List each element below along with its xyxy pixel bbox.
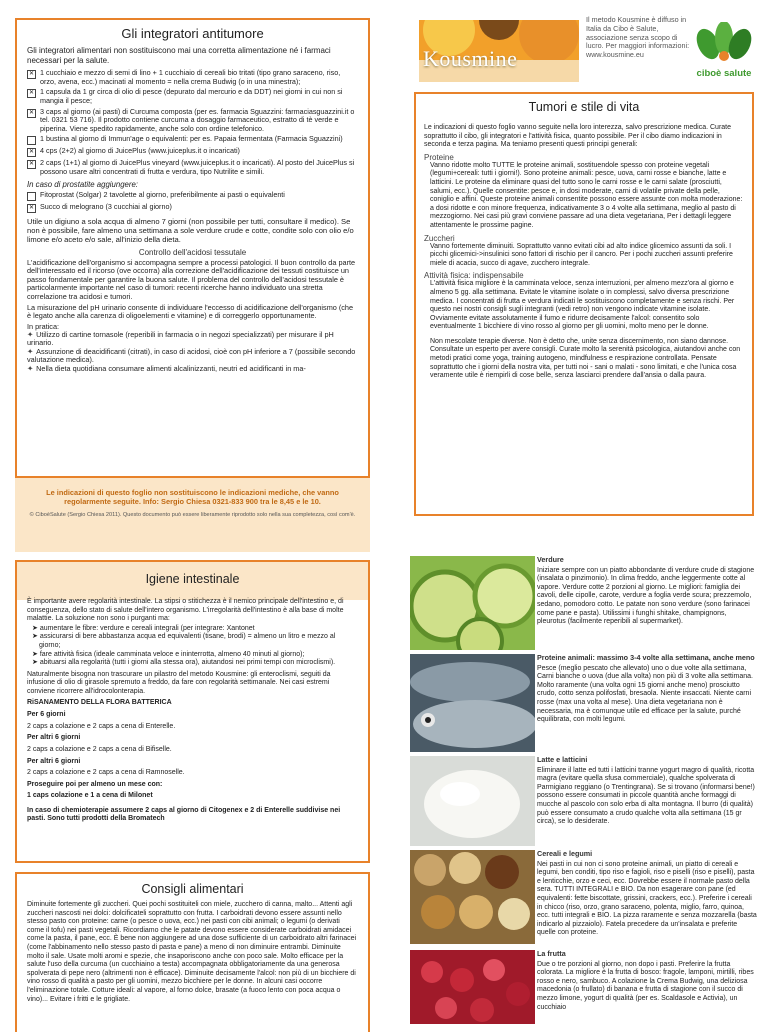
step-head: Per altri 6 giorni [27, 734, 81, 742]
igiene-list-item [31, 633, 358, 650]
checked-box-icon: ✕ [28, 204, 35, 211]
integratori-item-text: 3 caps al giorno (ai pasti) di Curcuma composta (per es. farmacia Sguazzini: farmaciasguazzini.it o tel. 0321 53 716). Il prodotto contiene curcuma a dosaggio farmaceutico, estratto di tè verde e piperina. Viene spedito rapidamente, anche solo con ordine telefonico. [40, 106, 355, 133]
igiene-list-text: abituarsi alla regolarità (tutti i giorni alla stessa ora), aiutandosi nei primi tempi con microclismi). [39, 659, 336, 667]
integratori-item-text: 1 cucchiaio e mezzo di semi di lino + 1 cucchiaio di cereali bio tritati (tipo grano saraceno, riso, orzo, avena, ecc.) macinati al momento = nella crema Budwig (o in una minestra); [40, 68, 341, 86]
verdure-photo [410, 556, 535, 650]
prostatite-item-text: Fitoprostat (Solgar) 2 tavolette al giorno, preferibilmente ai pasti o equivalenti [40, 189, 285, 199]
food-frutta [537, 950, 757, 1024]
chemio-text: In caso di chemioterapie assumere 2 caps al giorno di Citogenex e 2 di Enterelle suddivise nei pasti. Sono tutti prodotti della Bromatech [27, 806, 341, 823]
prostatite-item [27, 191, 358, 201]
proteine-head: Proteine [424, 152, 454, 162]
prosegui-head: Proseguire poi per almeno un mese con: [27, 780, 163, 788]
prostatite-list [27, 191, 358, 213]
step-text: 2 caps a colazione e 2 caps a cena di Ramnoselle. [27, 769, 185, 777]
arrow-bullet-icon: ➤ [32, 633, 40, 641]
integratori-item [27, 159, 358, 176]
igiene-p1: È importante avere regolarità intestinale. La stipsi o stitichezza è il nemico principale dell'intestino e, di conseguenza, dello stato di salute dell'intero organismo. L'irregolarità dell'intestino è alla base di molte malattie. La soluzione non sono i purganti ma: [27, 598, 344, 623]
integratori-intro: Gli integratori alimentari non sostituiscono mai una corretta alimentazione né i farmaci necessari per la salute. [27, 46, 331, 65]
pratica-list [27, 331, 358, 374]
acidosi-p1: L'acidificazione dell'organismo si accompagna sempre a processi patologici. Il buon controllo da parte dell'interessato ed il ricorso (ove occorra) alla correzione dell'acidificazione dei tessuti costituisce un passo fondamentale per garantire la buona salute. Il problema del controllo dell'acidosi tessutale è particolarmente importante nel caso di tumori: recenti ricerche hanno individuato una stretta correlazione tra acidosi e tumori. [27, 257, 356, 301]
step-head: Per 6 giorni [27, 711, 66, 719]
integratori-item-text: 2 caps (1+1) al giorno di JuicePlus vineyard (www.juiceplus.it o incaricati). Al posto del JuicePlus si possono usare altri concentrati di frutta e verdura, tipo Nutrilite e simili. [40, 158, 355, 176]
food-proteine [537, 654, 757, 725]
cereali-photo [410, 850, 535, 944]
step-head: Per altri 6 giorni [27, 757, 81, 765]
igiene-p2: Naturalmente bisogna non trascurare un pilastro del metodo Kousmine: gli enteroclismi, seguiti da infusione di olio di girasole spremuto a freddo, da fare con regolarità settimanale. Nei casi estremi conviene ricorrere all'idrocolonterapia. [27, 670, 331, 695]
tumori-title: Tumori e stile di vita [528, 100, 640, 114]
empty-box-icon [27, 136, 36, 145]
pratica-head: In pratica: [27, 321, 60, 331]
prostatite-item [27, 203, 358, 213]
consigli-title: Consigli alimentari [141, 882, 244, 896]
consigli-text: Diminuite fortemente gli zuccheri. Quei pochi sostituiteli con miele, zucchero di canna, malto... Attenti agli zuccheri nascosti nei dolci: dolcificateli soprattutto con frutta. I carboidrati devono essere assunti nello stesso pasto con proteine: carne (o pesce o uova, ecc.) nei pasti con cibi animali; o legumi (o derivati come il tofu) nei pasti vegetali. Ricordiamo che le patate devono essere considerate carboidrati amidacei come la pasta, il pane, ecc. È bene non aggiungere ad una dose sufficiente di un carboidrato altri farinacei (come l'abbinamento nello stesso pasto di pasta e pane) a meno di non diminuire entrambi. Diminuite molto il sale. Usate molti aromi e spezie, che insaporiscono anche con poco sale. Molto efficace per la salute l'uso della curcuma (un cucchiaino a testa) accompagnata obbligatoriamente da una generosa spolverata di pepe nero (altrimenti non è efficace). Diminuite decisamente l'alcol: non più di un bicchiere di vino rosso di qualità a pasto per gli uomini, mezzo bicchiere per le donne. In alcuni casi occorre l'eliminazione totale. Cotture ideali: al vapore, al forno dolce, brasate (a fuoco lento con poca acqua o vino)... Evitare i fritti e le grigliate. [27, 901, 357, 1003]
flora-head: RiSANAMENTO DELLA FLORA BATTERICA [27, 698, 172, 706]
checked-box-icon: ✕ [28, 90, 35, 97]
integratori-item-text: 1 bustina al giorno di Immun'age o equivalenti: per es. Papaia fermentata (Farmacia Sguazzini) [40, 134, 343, 144]
food-frutta-title: La frutta [537, 950, 566, 958]
prostatite-item-text: Succo di melograno (3 cucchiai al giorno) [40, 201, 172, 211]
igiene-list-item [31, 625, 358, 634]
food-latte [537, 756, 757, 827]
checked-box-icon: ✕ [28, 161, 35, 168]
frutta-photo [410, 950, 535, 1024]
igiene-list-text: aumentare le fibre: verdure e cereali integrali (per integrare: Xantonet [39, 624, 255, 632]
integratori-box [15, 18, 370, 478]
header-info: Il metodo Kousmine è diffuso in Italia da Cibo è Salute, associazione senza scopo di lucro. Per maggiori informazioni: www.kousmine.eu [586, 15, 690, 60]
leaves-icon [694, 22, 754, 64]
food-cereali [537, 850, 757, 938]
latte-photo [410, 756, 535, 846]
food-cereali-text: Nei pasti in cui non ci sono proteine animali, un piatto di cereali e legumi, ben conditi, tipo riso e fagioli, riso e piselli (riso e piselli), pasta e lenticchie, orzo e ceci, ecc. Dovrebbe essere il normale pasto della sera. TUTTI INTEGRALI e BIO. Da non esagerare con pane (ed equivalenti: fette biscottate, grissini, crackers, ecc.). Preferire i cereali in chicco (riso, orzo, grano saraceno, polenta, miglio, farro, quinoa, ecc. tutti integrali e BIO. La pizza raramente e senza mozzarella (basta indicarlo al pizzaiolo). Fatela precedere da un'insalata e preferite quelle con proteine. [537, 860, 757, 937]
arrow-bullet-icon: ➤ [32, 650, 40, 658]
step-text: 2 caps a colazione e 2 caps a cena di Bifiselle. [27, 745, 172, 753]
zuccheri-head: Zuccheri [424, 233, 455, 243]
food-proteine-text: Pesce (meglio pescato che allevato) uno o due volte alla settimana, Carni bianche o uova (due alla volta) non più di 3 volte alla settimana. Molto raramente (una volta ogni 15 giorni anche meno) prosciutto crudo, cotto senza polifosfati, bresaola. Niente insaccati. Niente carni rosse (max una volta al mese). Una dieta vegetariana non è necessaria, ma è comunque utile ed efficace per la salute, purché equilibrata, con molti legumi. [537, 664, 753, 724]
food-latte-text: Eliminare il latte ed tutti i latticini tranne yogurt magro di qualità, ricotta magra (evitare quella sfusa commerciale), qualche spolverata di Parmigiano reggiano (o Trentingrana). Se si trovano (informarsi bene!) possono essere consumati in piccole quantità anche formaggi di mucche al pascolo con solo erba di alta montagna. Il burro (di qualità) può essere consumato a crudo qualche volta alla settimana (15 gr circa), se lo desiderate. [537, 766, 755, 826]
igiene-list [31, 625, 358, 668]
food-cereali-title: Cereali e legumi [537, 849, 593, 858]
proteine-text: Vanno ridotte molto TUTTE le proteine animali, sostituendole spesso con proteine vegetali (legumi+cereali: tutti i giorni!). Sono proteine animali: pesce, uova, carni rosse e bianche, latte e latticini. Le proteine da eliminare quasi del tutto sono le carni rosse e le carni salate (prosciutti, salumi, ecc.). Quelle consentite: pesce e, in dosi moderate, carni di volatile private della pelle, coniglio e affini. Queste proteine animali consentite possono essere assunte con molta moderazione: a dosi ridotte e con minore frequenza, indicativamente 3 o 4 volte alla settimana, meglio al pasto di mezzogiorno. Nei casi più gravi conviene passare ad una dieta vegetariana, Per i dettagli leggere attentamente le prossime pagine. [430, 161, 743, 229]
tumori-box [414, 92, 754, 516]
copyright-text: © CiboèSalute (Sergio Chiesa 2011). Questo documento può essere liberamente riprodotto solo nella sua completezza, così com'è. [29, 512, 356, 518]
pratica-item: ✦ Utilizzo di cartine tornasole (reperibili in farmacia o in negozi specializzati) per misurare il pH urinario. [27, 331, 358, 348]
checked-box-icon: ✕ [28, 109, 35, 116]
checked-box-icon: ✕ [28, 71, 35, 78]
integratori-item [27, 108, 358, 134]
empty-box-icon [27, 192, 36, 201]
arrow-bullet-icon: ➤ [32, 659, 40, 667]
igiene-list-text: fare attività fisica (ideale camminata veloce e ininterrotta, almeno 40 minuti al giorno); [39, 650, 305, 658]
zuccheri-text: Vanno fortemente diminuiti. Soprattutto vanno evitati cibi ad alto indice glicemico assunti da soli. I picchi glicemici->insulinici sono fattori di rischio per il cancro. Per i pochi zuccheri assunti preferire miele di acacia, succo di agave, zucchero integrale. [430, 242, 733, 267]
acidosi-p2: La misurazione del pH urinario consente di individuare l'eccesso di acidificazione dell'organismo (che è legato anche alla carenza di oligoelementi e vitamine) e di correggerlo opportunamente. [27, 302, 354, 321]
kousmine-logo [419, 20, 579, 82]
food-verdure-text: Iniziare sempre con un piatto abbondante di verdure crude di stagione (insalata o pinzimonio). In clima freddo, anche leggermente cotte al vapore. Verdure cotte 2 porzioni al giorno. Le migliori: famiglia dei cavoli, delle cipolle, carote, verdure a foglia verde scura; prezzemolo, sedano, pomodoro cotto. Le patate non sono verdure (sono farinacei come pane e pasta). Utilissimi i funghi shitake, champignons, pleurotus (facilmente reperibili al supermarket). [537, 566, 755, 626]
integratori-item-text: 4 cps (2+2) al giorno di JuicePlus (www.juiceplus.it o incaricati) [40, 146, 240, 156]
igiene-title: Igiene intestinale [145, 572, 240, 586]
step-text: 2 caps a colazione e 2 caps a cena di Enterelle. [27, 722, 176, 730]
igiene-list-item [31, 651, 358, 660]
consigli-box [15, 872, 370, 1032]
igiene-list-item [31, 659, 358, 668]
food-latte-title: Latte e latticini [537, 755, 588, 764]
integratori-item [27, 69, 358, 86]
integratori-title: Gli integratori antitumore [121, 26, 264, 41]
integratori-item [27, 135, 358, 145]
prostatite-head: In caso di prostatite aggiungere: [27, 179, 138, 189]
pratica-item: ✦ Assunzione di deacidificanti (citrati), in caso di acidosi, cioè con pH inferiore a 7 (possibile secondo valutazione medica). [27, 348, 358, 365]
proteine-photo [410, 654, 535, 752]
cibo-salute-logo [694, 22, 754, 84]
kousmine-logo-text: Kousmine [423, 46, 518, 71]
cibo-salute-text: ciboè salute [696, 68, 752, 79]
integratori-list [27, 69, 358, 176]
food-proteine-title: Proteine animali: massimo 3-4 volte alla settimana, anche meno [537, 653, 755, 662]
tumori-finale: Non mescolate terapie diverse. Non è detto che, unite senza discernimento, non siano dannose. Consultate un esperto per avere consigli. Curate molto la serenità psicologica, aiutandovi anche con metodi pratici come yoga, training autogeno, mindfulness e respirazione controllata. Pensate soprattutto che i giorni della nostra vita, per tutti noi - sani o malati - sono limitati, e che l'unica cosa veramente utile è riempirli di cose belle, senza lasciarci prendere dall'ansia o dalla paura. [430, 337, 741, 380]
arrow-bullet-icon: ➤ [32, 624, 40, 632]
attivita-head: Attività fisica: indispensabile [424, 271, 524, 281]
digiuno-text: Utile un digiuno a sola acqua di almeno 7 giorni (non possibile per tutti, consultare il medico). Se non è possibile, fare almeno una settimana a sole verdure crude e cotte, condite solo con olio e/o limone e/o aceto e/o sale, all'inizio della dieta. [27, 216, 354, 244]
food-frutta-text: Due o tre porzioni al giorno, non dopo i pasti. Preferire la frutta colorata. La migliore è la frutta di bosco: fragole, lamponi, mirtilli, ribes rosso e nero, sambuco. A colazione la Crema Budwig, una deliziosa macedonia (o frullato) di banana e frutta di stagione con il succo di mezzo limone, yogurt di qualità (per es. Scaldasole e Activia), un cucchiaio [537, 960, 754, 1011]
prosegui-text: 1 caps colazione e 1 a cena di Milonet [27, 792, 153, 800]
tumori-intro: Le indicazioni di questo foglio vanno seguite nella loro interezza, salvo prescrizione medica. Curate soprattutto il cibo, gli integratori e l'attività fisica, quanto possibile. Per il cibo diamo indicazioni in seconda e terza pagina. Ma teniamo presenti questi principi generali: [424, 124, 732, 149]
food-verdure [537, 556, 757, 627]
integratori-item [27, 88, 358, 105]
igiene-list-text: assicurarsi di bere abbastanza acqua ed equivalenti (tisane, brodi) = almeno un litro e mezzo al giorno; [39, 633, 336, 649]
integratori-item-text: 1 capsula da 1 gr circa di olio di pesce (depurato dal mercurio e da DDT) nei giorni in cui non si mangia il pesce; [40, 87, 343, 105]
acidosi-head: Controllo dell'acidosi tessutale [138, 247, 247, 257]
disclaimer-text: Le indicazioni di questo foglio non sostituiscono le indicazioni mediche, che vanno regolarmente seguite. Info: Sergio Chiesa 0321-833 900 tra le 8,45 e le 10. [46, 488, 339, 506]
pratica-item: ✦ Nella dieta quotidiana consumare alimenti alcalinizzanti, neutri ed acidificanti in ma- [27, 365, 358, 374]
igiene-steps [27, 711, 358, 778]
igiene-box [15, 560, 370, 863]
checked-box-icon: ✕ [28, 149, 35, 156]
food-verdure-title: Verdure [537, 555, 564, 564]
disclaimer-banner [15, 478, 370, 552]
attivita-text: L'attività fisica migliore è la camminata veloce, senza interruzioni, per almeno mezz'ora al giorno e almeno 5 gg. alla settimana. Evitate le vitamine isolate o in complessi, salvo diversa prescrizione medica. I concentrati di frutta e verdura indicati le sostituiscono completamente e senza rischi. Per questo nei nostri consigli sugli integranti (vedi retro) non vengono indicate vitamine isolate. Ovviamente evitate assolutamente il fumo e ridurre decisamente l'alcol: consentito solo eventualmente 1 bicchiere di vino rosso al giorno per gli uomini, molto meno per le donne. [430, 280, 735, 331]
integratori-item [27, 147, 358, 157]
